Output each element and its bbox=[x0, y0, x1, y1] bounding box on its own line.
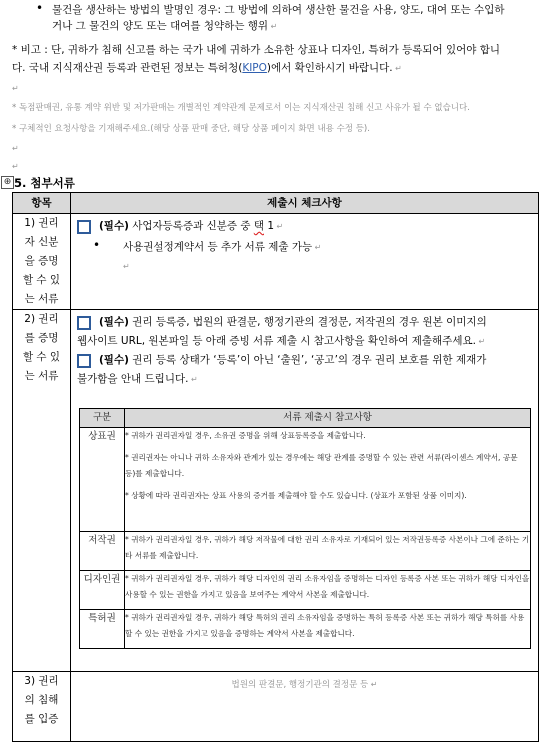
row1-item: (필수) 사업자등록증과 신분증 중 택 1 ↵ bbox=[99, 220, 284, 232]
row1-label: 1) 권리 자 신분 을 증명 할 수 있 는 서류 bbox=[13, 214, 71, 310]
attachments-table bbox=[12, 192, 539, 742]
paragraph-mark: ↵ bbox=[12, 144, 19, 153]
bullet-text-line2: 거나 그 물건의 양도 또는 대여를 청약하는 행위 ↵ bbox=[52, 20, 278, 32]
row1-content bbox=[71, 214, 539, 310]
checkbox-id-docs[interactable] bbox=[77, 220, 91, 234]
header-checklist: 제출시 체크사항 bbox=[71, 193, 539, 214]
header-item: 항목 bbox=[13, 193, 71, 214]
row1-bullet: 사용권설정계약서 등 추가 서류 제출 가능 ↵ bbox=[123, 241, 322, 253]
bullet-dot: • bbox=[36, 1, 44, 15]
row2-label: 2) 권리 를 증명 할 수 있 는 서류 bbox=[13, 310, 71, 672]
bullet-dot: • bbox=[93, 238, 101, 252]
bullet-text-line1: 물건을 생산하는 방법의 발명인 경우: 그 방법에 의하여 생산한 물건을 사용, 양도, 대여 또는 수입하 bbox=[52, 4, 505, 16]
sub-header-notes: 서류 제출시 참고사항 bbox=[125, 409, 531, 428]
row3-gray-text: 법원의 판결문, 행정기관의 결정문 등 ↵ bbox=[231, 680, 378, 690]
kipo-link[interactable]: KIPO bbox=[242, 62, 267, 74]
sub-label-copyright: 저작권 bbox=[80, 532, 125, 571]
note-line2: 다. 국내 지식재산권 등록과 관련된 정보는 특허청(KIPO)에서 확인하시기 바랍니다. ↵ bbox=[12, 62, 402, 74]
gray-note-2: * 구체적인 요청사항을 기재해주세요.(해당 상품 판매 중단, 해당 상품 페이지 화면 내용 수정 등). bbox=[12, 124, 370, 134]
row2-item2-line2: 불가함을 안내 드립니다. ↵ bbox=[77, 373, 198, 385]
row2-item1-line2: 웹사이트 URL, 원본파일 등 아래 증빙 서류 제출 시 참고사항을 확인하여 제출해주세요. ↵ bbox=[77, 335, 486, 347]
sub-label-trademark: 상표권 bbox=[80, 428, 125, 532]
sub-label-patent: 특허권 bbox=[80, 610, 125, 649]
sub-notes-trademark: * 귀하가 권리권자일 경우, 소유권 증명을 위해 상표등록증을 제출합니다. * 권리권자는 아니나 귀하 소유자와 관계가 있는 경우에는 해당 관계를 증명할 수 있는 관련 서류(라이센스 계약서, 공문 등)를 제출합니다. * 상황에 따라 권리권자는 상표 사용의 증거를 제출해야 할 수도 있습니다. (상표가 포함된 상품 이미지). bbox=[125, 428, 531, 532]
reference-subtable bbox=[79, 408, 531, 649]
paragraph-mark: ↵ bbox=[12, 162, 19, 171]
paragraph-mark: ↵ bbox=[12, 84, 19, 93]
sub-notes-design: * 귀하가 권리권자일 경우, 귀하가 해당 디자인의 권리 소유자임을 증명하는 디자인 등록증 사본 또는 귀하가 해당 디자인을 사용할 수 있는 권한을 가지고 있음을 보여주는 계약서 사본을 제출합니다. bbox=[125, 571, 531, 610]
sub-header-type: 구분 bbox=[80, 409, 125, 428]
row3-label: 3) 권리 의 침해 를 입증 bbox=[13, 672, 71, 742]
row2-content bbox=[71, 310, 539, 672]
section-title: 5. 첨부서류 bbox=[14, 176, 75, 190]
sub-label-design: 디자인권 bbox=[80, 571, 125, 610]
row2-item2-line1: (필수) 권리 등록 상태가 ‘등록’이 아닌 ‘출원’, ‘공고’의 경우 권리 보호를 위한 제재가 bbox=[99, 354, 487, 366]
checkbox-rights-docs[interactable] bbox=[77, 316, 91, 330]
gray-note-1: * 독점판매권, 유통 계약 위반 및 저가판매는 개별적인 계약관계 문제로서 이는 지식재산권 침해 신고 사유가 될 수 없습니다. bbox=[12, 103, 470, 113]
sub-notes-patent: * 귀하가 권리권자일 경우, 귀하가 해당 특허의 권리 소유자임을 증명하는 특허 등록증 사본 또는 귀하가 해당 특허를 사용할 수 있는 권한을 가지고 있음을 증명하는 계약서 사본을 제출합니다. bbox=[125, 610, 531, 649]
note-line1: * 비고 : 단, 귀하가 침해 신고를 하는 국가 내에 귀하가 소유한 상표나 디자인, 특허가 등록되어 있어야 합니 bbox=[12, 44, 501, 56]
table-move-handle-icon[interactable]: ⊕ bbox=[1, 176, 14, 189]
paragraph-mark: ↵ bbox=[123, 262, 130, 271]
checkbox-status-notice[interactable] bbox=[77, 354, 91, 368]
row3-content bbox=[71, 672, 539, 742]
row2-item1-line1: (필수) 권리 등록증, 법원의 판결문, 행정기관의 결정문, 저작권의 경우 원본 이미지의 bbox=[99, 316, 487, 328]
sub-notes-copyright: * 귀하가 권리권자일 경우, 귀하가 해당 저작물에 대한 권리 소유자로 기재되어 있는 저작권등록증 사본이나 그에 준하는 기타 서류를 제출합니다. bbox=[125, 532, 531, 571]
